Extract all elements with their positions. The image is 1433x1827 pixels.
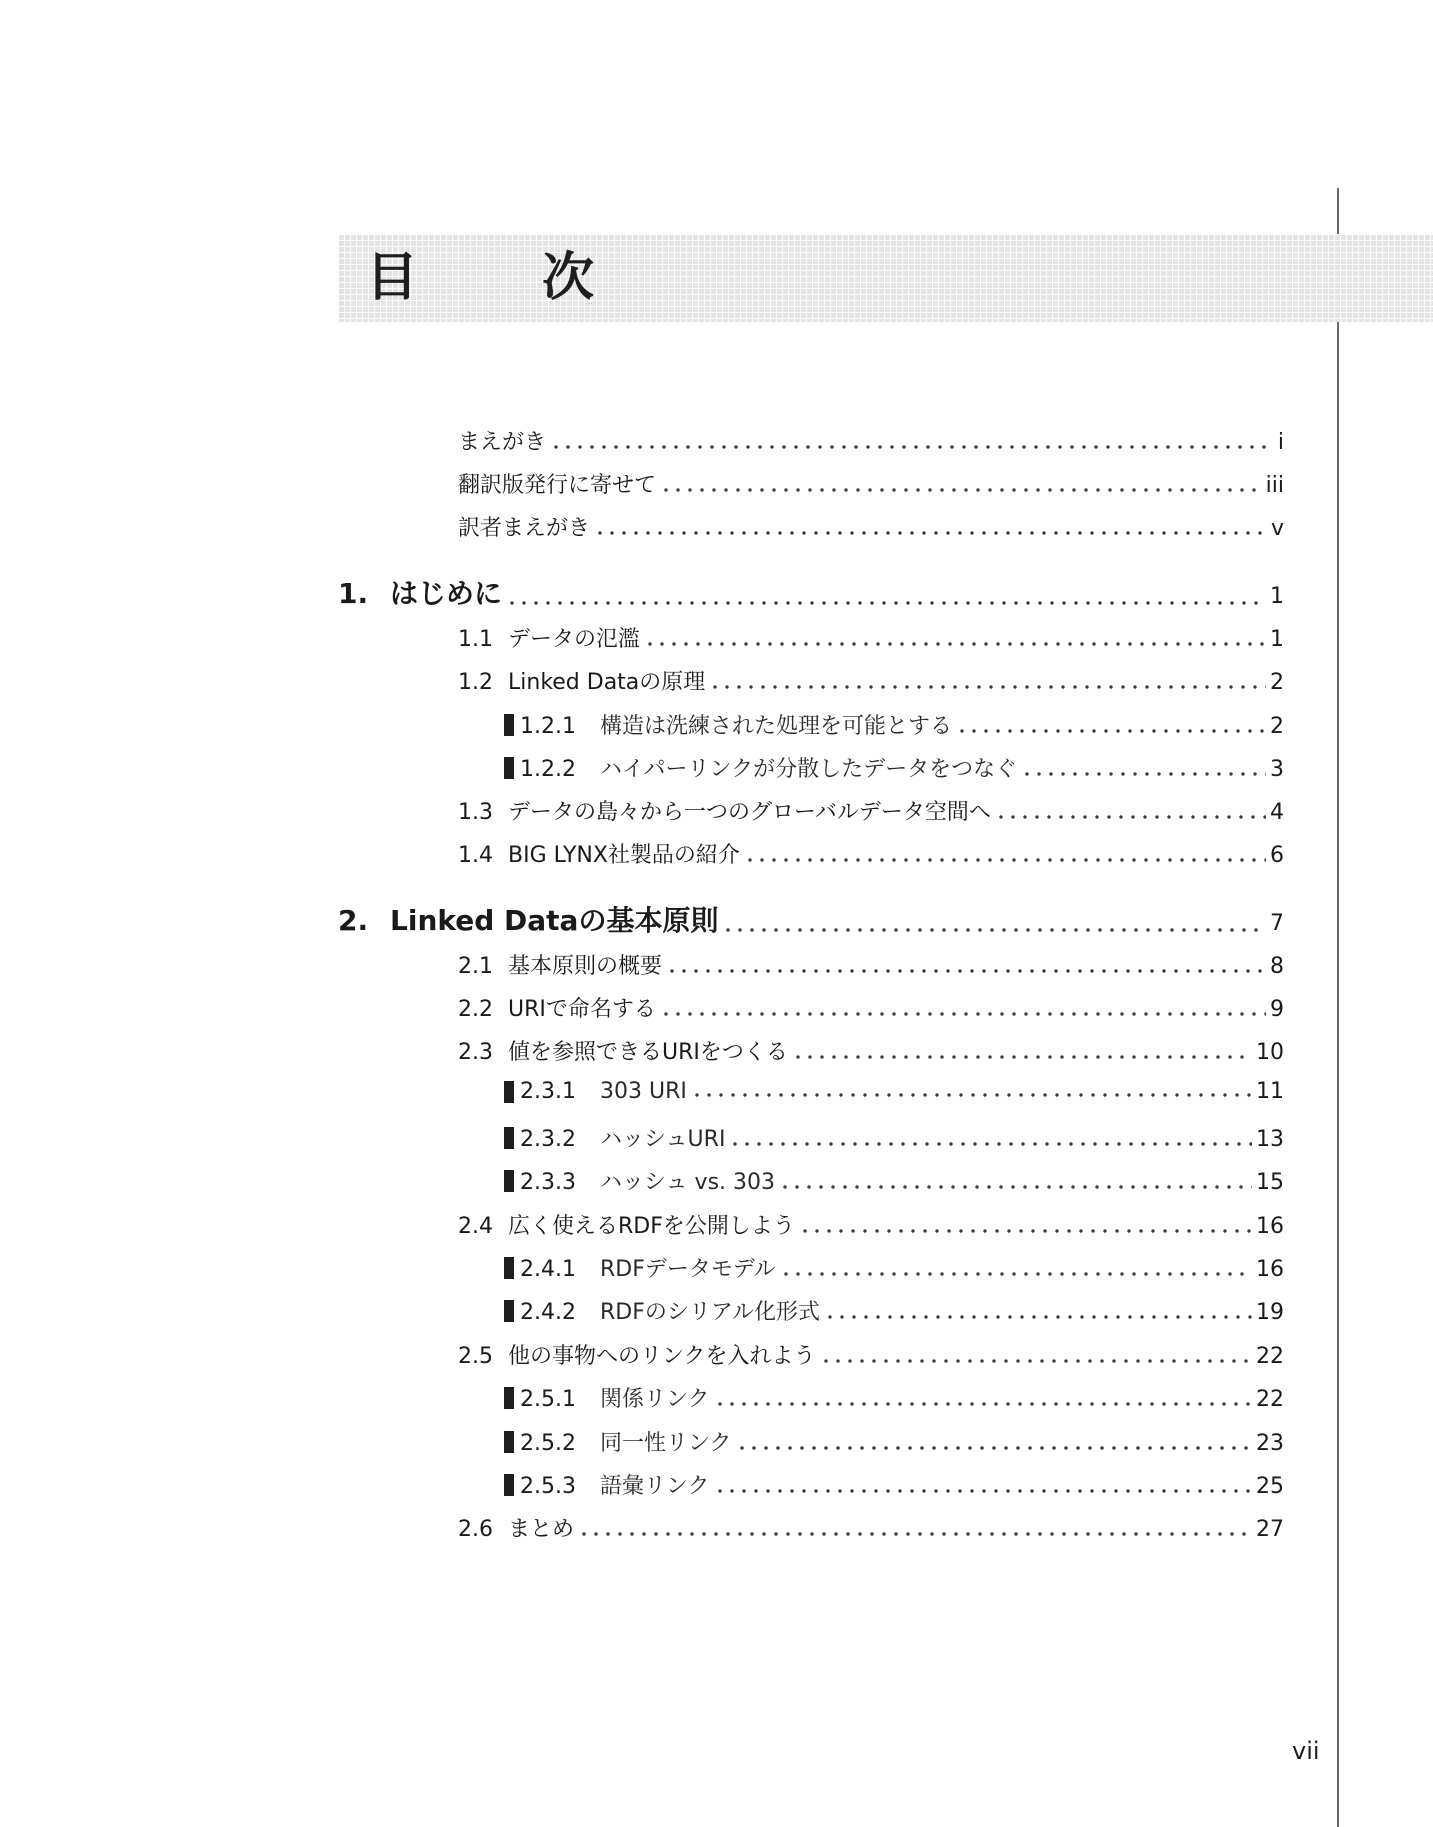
toc-section[interactable] xyxy=(458,795,1284,826)
subsection-marker xyxy=(504,1257,514,1279)
leader-dots xyxy=(736,1445,1252,1451)
page-number: vii xyxy=(1292,1737,1320,1765)
toc-entry-page: 13 xyxy=(1256,1127,1284,1152)
toc-entry-page: 11 xyxy=(1256,1079,1284,1104)
toc-section[interactable] xyxy=(458,1512,1284,1543)
toc-subsection-number: 2.5.2 xyxy=(520,1431,576,1456)
toc-entry[interactable] xyxy=(458,425,1284,456)
toc-section-number: 1.2 xyxy=(458,670,493,695)
toc-entry-page: 15 xyxy=(1256,1170,1284,1195)
toc-section-number: 2.2 xyxy=(458,997,493,1022)
toc-chapter[interactable] xyxy=(338,899,1284,939)
toc-chapter-title: Linked Dataの基本原則 xyxy=(390,904,719,937)
toc-subsection-title: ハッシュURI xyxy=(600,1127,726,1152)
toc-subsection[interactable] xyxy=(504,752,1284,783)
toc-section[interactable] xyxy=(458,838,1284,869)
toc-entry-page: 22 xyxy=(1256,1344,1284,1369)
toc-subsection-number: 2.3.3 xyxy=(520,1170,576,1195)
subsection-marker xyxy=(504,1431,514,1453)
toc-subsection-number: 1.2.2 xyxy=(520,757,576,782)
subsection-marker xyxy=(504,1127,514,1149)
toc-subsection[interactable] xyxy=(504,1469,1284,1500)
toc-section-title: 値を参照できるURIをつくる xyxy=(508,1040,788,1065)
leader-dots xyxy=(824,1314,1252,1320)
toc-chapter-number: 1. xyxy=(338,577,369,610)
toc-entry-page: 7 xyxy=(1270,911,1284,936)
toc-entry-page: 1 xyxy=(1270,584,1284,609)
leader-dots xyxy=(714,1488,1252,1494)
subsection-marker xyxy=(504,1170,514,1192)
toc-subsection[interactable] xyxy=(504,1252,1284,1283)
toc-entry-page: 6 xyxy=(1270,843,1284,868)
toc-section-number: 1.4 xyxy=(458,843,493,868)
toc-subsection-number: 2.3.1 xyxy=(520,1079,576,1104)
toc-subsection[interactable] xyxy=(504,709,1284,740)
toc-subsection-title: RDFのシリアル化形式 xyxy=(600,1300,821,1325)
leader-dots xyxy=(691,1092,1252,1098)
toc-entry-page: 25 xyxy=(1256,1474,1284,1499)
subsection-marker xyxy=(504,1081,514,1103)
leader-dots xyxy=(506,600,1266,606)
toc-entry-page: v xyxy=(1270,516,1284,541)
toc-entry-page: 2 xyxy=(1270,670,1284,695)
toc-subsection-number: 2.5.1 xyxy=(520,1387,576,1412)
toc-section-number: 2.5 xyxy=(458,1344,493,1369)
leader-dots xyxy=(995,814,1266,820)
toc-subsection-title: 同一性リンク xyxy=(600,1431,732,1456)
toc-subsection-number: 2.4.2 xyxy=(520,1300,576,1325)
toc-entry-page: 23 xyxy=(1256,1431,1284,1456)
leader-dots xyxy=(729,1141,1252,1147)
toc-subsection[interactable] xyxy=(504,1426,1284,1457)
toc-subsection-number: 2.4.1 xyxy=(520,1257,576,1282)
toc-entry-page: 4 xyxy=(1270,800,1284,825)
toc-subsection-number: 2.5.3 xyxy=(520,1474,576,1499)
toc-section[interactable] xyxy=(458,949,1284,980)
toc-entry-page: 10 xyxy=(1256,1040,1284,1065)
toc-subsection-title: 語彙リンク xyxy=(600,1474,710,1499)
toc-section[interactable] xyxy=(458,1035,1284,1066)
toc-section-title: BIG LYNX社製品の紹介 xyxy=(508,843,740,868)
toc-entry-page: 9 xyxy=(1270,997,1284,1022)
toc-entry-page: 16 xyxy=(1256,1257,1284,1282)
toc-section-number: 2.3 xyxy=(458,1040,493,1065)
leader-dots xyxy=(722,927,1266,933)
page-title: 目 次 xyxy=(366,248,631,308)
toc-section[interactable] xyxy=(458,992,1284,1023)
toc-subsection-title: RDFデータモデル xyxy=(600,1257,776,1282)
toc-chapter-title: はじめに xyxy=(390,577,503,610)
leader-dots xyxy=(956,728,1266,734)
toc-subsection-title: ハイパーリンクが分散したデータをつなぐ xyxy=(600,757,1018,782)
toc-section-number: 2.6 xyxy=(458,1517,493,1542)
subsection-marker xyxy=(504,757,514,779)
toc-section[interactable] xyxy=(458,622,1284,653)
toc-subsection-number: 2.3.2 xyxy=(520,1127,576,1152)
leader-dots xyxy=(1021,771,1266,777)
toc-entry-page: i xyxy=(1277,430,1284,455)
toc-entry-page: 19 xyxy=(1256,1300,1284,1325)
toc-entry-title: 翻訳版発行に寄せて xyxy=(458,473,657,498)
leader-dots xyxy=(744,857,1266,863)
toc-section-title: データの氾濫 xyxy=(508,627,641,652)
toc-subsection-title: 関係リンク xyxy=(600,1387,710,1412)
toc-entry-page: 2 xyxy=(1270,714,1284,739)
leader-dots xyxy=(644,641,1266,647)
toc-section-number: 2.4 xyxy=(458,1214,493,1239)
leader-dots xyxy=(550,444,1274,450)
toc-section-title: URIで命名する xyxy=(508,997,656,1022)
leader-dots xyxy=(792,1054,1252,1060)
toc-entry-page: 22 xyxy=(1256,1387,1284,1412)
leader-dots xyxy=(780,1271,1252,1277)
toc-entry-page: iii xyxy=(1265,473,1284,498)
subsection-marker xyxy=(504,714,514,736)
leader-dots xyxy=(666,968,1266,974)
leader-dots xyxy=(578,1531,1252,1537)
toc-entry-title: まえがき xyxy=(458,430,547,455)
toc-subsection-number: 1.2.1 xyxy=(520,714,576,739)
toc-entry[interactable] xyxy=(458,468,1284,499)
leader-dots xyxy=(594,530,1267,536)
toc-chapter[interactable] xyxy=(338,572,1284,612)
toc-subsection[interactable] xyxy=(504,1382,1284,1413)
toc-entry-page: 16 xyxy=(1256,1214,1284,1239)
toc-subsection[interactable] xyxy=(504,1295,1284,1326)
toc-section-number: 2.1 xyxy=(458,954,493,979)
toc-entry-page: 27 xyxy=(1256,1517,1284,1542)
leader-dots xyxy=(820,1358,1252,1364)
toc-entry-page: 8 xyxy=(1270,954,1284,979)
leader-dots xyxy=(660,1011,1266,1017)
toc-entry-title: 訳者まえがき xyxy=(458,516,591,541)
subsection-marker xyxy=(504,1300,514,1322)
leader-dots xyxy=(714,1401,1252,1407)
toc-subsection[interactable] xyxy=(504,1122,1284,1153)
toc-section-title: まとめ xyxy=(508,1517,575,1542)
toc-section-title: Linked Dataの原理 xyxy=(508,670,706,695)
toc-section-title: 基本原則の概要 xyxy=(508,954,663,979)
toc-section-title: 他の事物へのリンクを入れよう xyxy=(508,1344,816,1369)
toc-subsection-title: ハッシュ vs. 303 xyxy=(600,1170,776,1195)
toc-subsection-title: 構造は洗練された処理を可能とする xyxy=(600,714,953,739)
toc-section-title: 広く使えるRDFを公開しよう xyxy=(508,1214,795,1239)
subsection-marker xyxy=(504,1387,514,1409)
toc-section[interactable] xyxy=(458,1339,1284,1370)
toc-subsection[interactable] xyxy=(504,1165,1284,1196)
leader-dots xyxy=(779,1184,1252,1190)
toc-section-number: 1.1 xyxy=(458,627,493,652)
leader-dots xyxy=(660,487,1262,493)
leader-dots xyxy=(709,684,1266,690)
leader-dots xyxy=(799,1228,1252,1234)
toc-subsection-title: 303 URI xyxy=(600,1079,687,1104)
page-edge-rule xyxy=(1337,188,1339,1827)
toc-section-number: 1.3 xyxy=(458,800,493,825)
toc-section[interactable] xyxy=(458,665,1284,696)
toc-entry-page: 3 xyxy=(1270,757,1284,782)
toc-section-title: データの島々から一つのグローバルデータ空間へ xyxy=(508,800,991,825)
subsection-marker xyxy=(504,1474,514,1496)
toc-subsection[interactable] xyxy=(504,1079,1284,1104)
toc-chapter-number: 2. xyxy=(338,904,369,937)
toc-entry-page: 1 xyxy=(1270,627,1284,652)
toc-section[interactable] xyxy=(458,1209,1284,1240)
toc-entry[interactable] xyxy=(458,511,1284,542)
